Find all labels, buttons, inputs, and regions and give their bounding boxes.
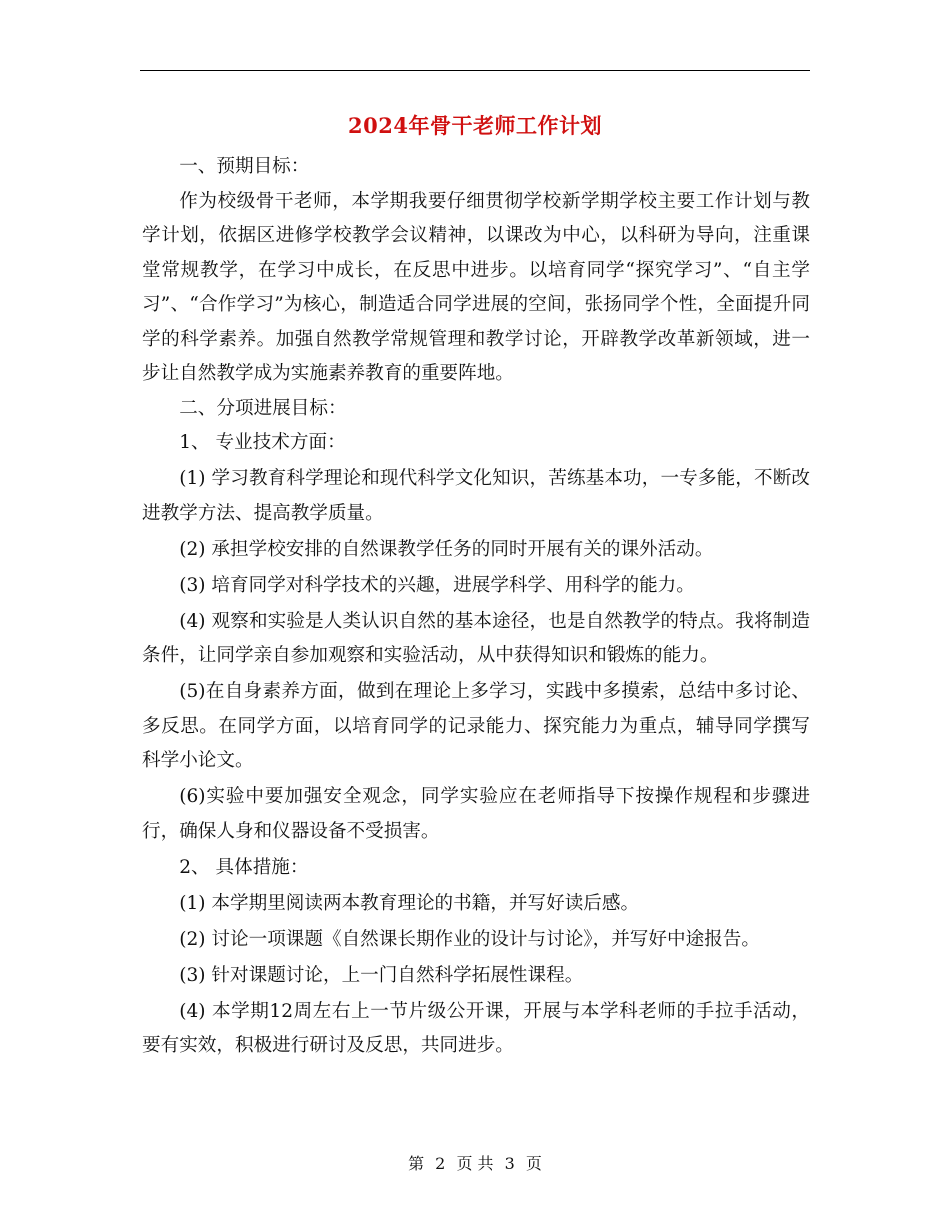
list-item-skill-2: (2) 承担学校安排的自然课教学任务的同时开展有关的课外活动。 [179, 538, 714, 560]
paragraph-goals-body: 作为校级骨干老师，本学期我要仔细贯彻学校新学期学校主要工作计划与教学计划，依据区进修学校教学会议精神，以课改为中心，以科研为导向，注重课堂常规教学，在学习中成长，在反思中进步。以培育同学“探究学习”、“自主学习”、“合作学习”为核心，制造适合同学进展的空间，张扬同学个性，全面提升同学的科学素养。加强自然教学常规管理和教学讨论，开辟教学改革新领域，进一步让自然教学成为实施素养教育的重要阵地。 [142, 190, 810, 384]
footer-total-pages: 3 [504, 1154, 515, 1173]
list-item-skill-1: (1) 学习教育科学理论和现代科学文化知识，苦练基本功，一专多能，不断改进教学方法、提高教学质量。 [142, 468, 810, 524]
list-item-measure-4: (4) 本学期12周左右上一节片级公开课，开展与本学科老师的手拉手活动，要有实效，积极进行研讨及反思，共同进步。 [142, 1000, 810, 1056]
footer-suffix: 页 [525, 1154, 542, 1173]
list-item-measure-1: (1) 本学期里阅读两本教育理论的书籍，并写好读后感。 [179, 892, 640, 914]
page-footer [0, 1153, 950, 1175]
footer-prefix: 第 [408, 1154, 425, 1173]
heading-specific-measures: 2、 具体措施： [179, 856, 309, 878]
document-body [142, 150, 810, 1064]
document-title: 2024年骨干老师工作计划 [348, 113, 602, 138]
list-item-skill-5: (5)在自身素养方面，做到在理论上多学习，实践中多摸索，总结中多讨论、多反思。在同学方面，以培育同学的记录能力、探究能力为重点，辅导同学撰写科学小论文。 [142, 681, 810, 771]
footer-current-page: 2 [435, 1154, 446, 1173]
list-item-skill-6: (6)实验中要加强安全观念，同学实验应在老师指导下按操作规程和步骤进行，确保人身和仪器设备不受损害。 [142, 786, 810, 842]
heading-expected-goals: 一、预期目标： [179, 156, 310, 177]
heading-sub-goals: 二、分项进展目标： [179, 397, 347, 419]
header-rule [140, 70, 810, 71]
list-item-skill-4: (4) 观察和实验是人类认识自然的基本途径，也是自然教学的特点。我将制造条件，让同学亲自参加观察和实验活动，从中获得知识和锻炼的能力。 [142, 610, 810, 666]
footer-middle: 页 共 [456, 1154, 494, 1173]
list-item-measure-2: (2) 讨论一项课题《自然课长期作业的设计与讨论》，并写好中途报告。 [179, 928, 760, 950]
heading-professional-skills: 1、 专业技术方面： [179, 432, 346, 453]
list-item-skill-3: (3) 培育同学对科学技术的兴趣，进展学科学、用科学的能力。 [179, 574, 695, 596]
list-item-measure-3: (3) 针对课题讨论，上一门自然科学拓展性课程。 [179, 964, 584, 986]
